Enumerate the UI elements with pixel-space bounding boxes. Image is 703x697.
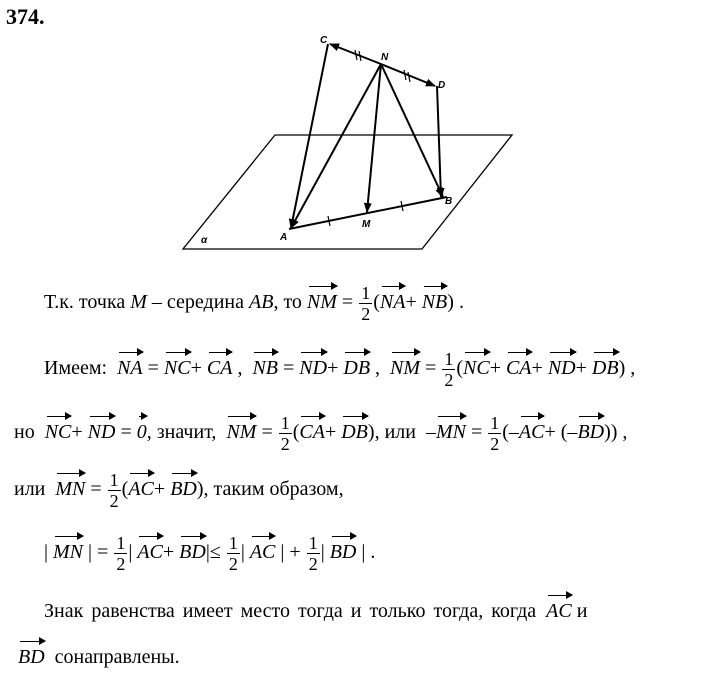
label-alpha: α <box>201 235 208 246</box>
text-line-5: | MN | = $\frac{1}{2}$ | AC+ BD|≤ $\frac{1}{2}$ | AC | + $\frac{1}{2}$ | BD | . <box>44 533 376 574</box>
text-line-6: Знак равенства имеет место тогда и только тогда, когда AC и <box>44 600 588 622</box>
vector-DB <box>437 86 441 197</box>
text-line-7: BD сонаправлены. <box>18 646 180 668</box>
vector-CA <box>291 44 328 228</box>
text-line-4: или MN = $\frac{1}{2}$ (AC+ BD), таким образом, <box>14 470 344 511</box>
plane-alpha <box>183 135 512 249</box>
text-line-2: Имеем: NA = NC+ CA , NB = ND+ DB , NM = $\frac{1}{2}$ (NC+ CA+ ND+ DB) , <box>44 349 636 390</box>
label-A: A <box>280 232 288 243</box>
text-line-1: Т.к. точка M – середина AB, то NM = $\frac{1}{2}$ (NA+ NB) . <box>44 283 464 324</box>
label-B: B <box>445 196 453 207</box>
label-M: M <box>362 219 371 230</box>
label-N: N <box>381 52 389 63</box>
label-C: C <box>320 35 328 46</box>
label-D: D <box>438 80 446 91</box>
geometry-figure <box>0 0 703 260</box>
problem-number: 374. <box>6 4 45 29</box>
text-line-3: но NC+ ND = 0, значит, NM = $\frac{1}{2}$ (CA+ DB), или –MN = $\frac{1}{2}$ (–AC+ (–BD)) , <box>14 413 628 454</box>
vector-NB <box>381 64 446 197</box>
